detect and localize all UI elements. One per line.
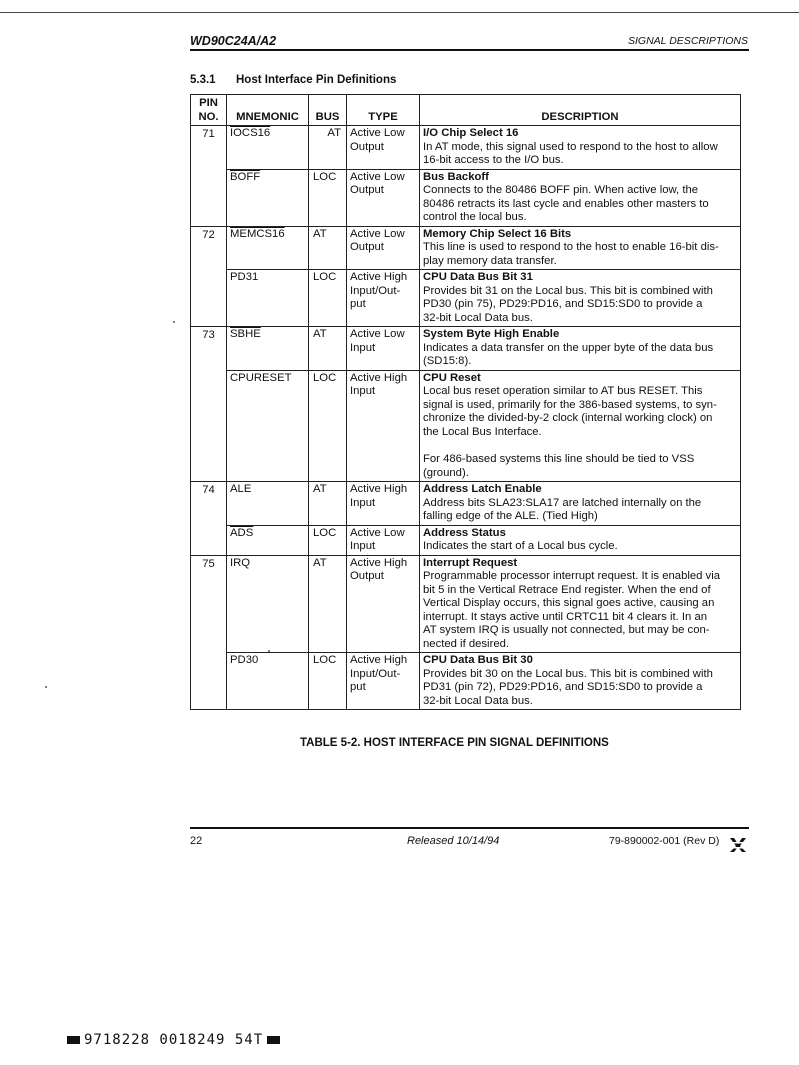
type-line: Active High [350, 371, 408, 384]
description-line: Indicates a data transfer on the upper byte of the data bus [423, 341, 714, 354]
description-line: Vertical Display occurs, this signal goes active, causing an [423, 597, 715, 609]
description-line: falling edge of the ALE. (Tied High) [423, 510, 598, 522]
description-line: Local bus reset operation similar to AT bus RESET. This [423, 385, 703, 397]
description-cell [420, 327, 741, 371]
description-cell [420, 653, 741, 710]
type-cell [347, 126, 420, 170]
bus-cell: LOC [309, 169, 347, 226]
mnemonic-cell [227, 126, 309, 170]
type-line: put [350, 298, 366, 310]
description-line: Indicates the start of a Local bus cycle. [423, 540, 618, 552]
signal-name: Address Latch Enable [423, 483, 542, 495]
scan-speck [268, 650, 270, 652]
pin-number: 71 [191, 126, 227, 227]
signal-name: System Byte High Enable [423, 328, 560, 340]
type-line: Active High [350, 271, 408, 283]
type-line: Active Low [350, 127, 405, 139]
type-line: Active High [350, 483, 408, 495]
signal-mnemonic: ALE [230, 483, 252, 495]
type-cell [347, 482, 420, 526]
section-number: 5.3.1 [190, 74, 216, 86]
description-line: Address bits SLA23:SLA17 are latched internally on the [423, 496, 702, 509]
description-line: 16-bit access to the I/O bus. [423, 154, 564, 166]
description-cell [420, 126, 741, 170]
type-line: Input [350, 341, 376, 354]
description-line: play memory data transfer. [423, 254, 557, 267]
document-number: 79-890002-001 (Rev D) [609, 835, 720, 847]
header-rule [190, 49, 749, 51]
table-row [191, 482, 741, 526]
type-line: Active Low [350, 170, 405, 183]
table-row [191, 525, 741, 555]
signal-mnemonic: PD30 [230, 654, 259, 666]
mnemonic-cell [227, 327, 309, 371]
description-line: 32-bit Local Data bus. [423, 311, 533, 324]
signal-name: CPU Data Bus Bit 31 [423, 271, 533, 283]
description-line: For 486-based systems this line should be tied to VSS [423, 453, 695, 465]
type-line: Active Low [350, 526, 405, 539]
barcode-block-right [267, 1036, 280, 1044]
mnemonic-cell [227, 226, 309, 270]
type-cell [347, 226, 420, 270]
description-line: the Local Bus Interface. [423, 425, 542, 438]
signal-name: Bus Backoff [423, 170, 489, 183]
description-line: Connects to the 80486 BOFF pin. When active low, the [423, 184, 699, 196]
barcode-text: 9718228 0018249 54T [84, 1032, 264, 1048]
description-line: 80486 retracts its last cycle and enables other masters to [423, 197, 709, 210]
type-cell [347, 327, 420, 371]
table-row [191, 226, 741, 270]
pin-number: 73 [191, 327, 227, 482]
signal-mnemonic: IRQ [230, 556, 251, 569]
mnemonic-cell [227, 270, 309, 327]
pin-number: 75 [191, 555, 227, 710]
description-line: chronize the divided-by-2 clock (internal working clock) on [423, 412, 713, 424]
type-column-header: TYPE [347, 95, 420, 126]
description-line: Provides bit 30 on the Local bus. This bit is combined with [423, 667, 713, 680]
bus-cell: AT [309, 126, 347, 170]
signal-name: CPU Data Bus Bit 30 [423, 654, 533, 666]
section-title: Host Interface Pin Definitions [236, 74, 397, 86]
type-line: put [350, 681, 366, 693]
signal-mnemonic: $\overline{ADS}$ [230, 526, 254, 539]
type-line: Active Low [350, 328, 405, 340]
table-row [191, 327, 741, 371]
type-line: Input/Out- [350, 667, 401, 680]
type-line: Active High [350, 654, 408, 666]
pin-definitions-table [190, 94, 741, 710]
description-line: 32-bit Local Data bus. [423, 694, 533, 707]
pin-column-header: PIN NO. [191, 95, 227, 126]
type-line: Active High [350, 556, 408, 569]
top-edge-line [0, 12, 799, 13]
type-cell [347, 270, 420, 327]
table-header-row [191, 95, 741, 126]
scan-speck [173, 321, 175, 323]
section-heading [190, 74, 396, 86]
table-caption: TABLE 5-2. HOST INTERFACE PIN SIGNAL DEFINITIONS [300, 737, 609, 749]
table-row [191, 126, 741, 170]
mnemonic-cell [227, 482, 309, 526]
mnemonic-column-header: MNEMONIC [227, 95, 309, 126]
type-line: Input [350, 496, 376, 509]
signal-name: Interrupt Request [423, 556, 518, 569]
description-line: PD31 (pin 72), PD29:PD16, and SD15:SD0 to provide a [423, 681, 703, 693]
description-line: bit 5 in the Vertical Retrace End register. When the end of [423, 583, 711, 596]
mnemonic-cell [227, 525, 309, 555]
description-cell [420, 482, 741, 526]
description-line: control the local bus. [423, 211, 527, 223]
mnemonic-cell [227, 169, 309, 226]
signal-mnemonic: SBHE [230, 328, 261, 340]
signal-mnemonic: BOFF [230, 170, 261, 183]
description-cell [420, 525, 741, 555]
description-cell [420, 555, 741, 653]
bus-cell: LOC [309, 370, 347, 482]
bus-cell: AT [309, 226, 347, 270]
description-line: Programmable processor interrupt request. It is enabled via [423, 570, 721, 582]
description-column-header: DESCRIPTION [420, 95, 741, 126]
description-line: interrupt. It stays active until CRTC11 bit 4 clears it. In an [423, 610, 708, 623]
chapter-title: SIGNAL DESCRIPTIONS [627, 35, 748, 47]
signal-mnemonic: MEMCS16 [230, 227, 285, 240]
signal-name: I/O Chip Select 16 [423, 127, 519, 139]
type-cell [347, 653, 420, 710]
type-line: Input/Out- [350, 284, 401, 297]
description-line: signal is used, primarily for the 386-based systems, to syn- [423, 398, 717, 411]
mnemonic-cell [227, 653, 309, 710]
bus-cell: AT [309, 482, 347, 526]
barcode-strip [63, 1032, 284, 1048]
description-line: In AT mode, this signal used to respond to the host to allow [423, 140, 718, 153]
company-logo-icon [728, 834, 748, 854]
description-cell [420, 370, 741, 482]
signal-name: Address Status [423, 526, 506, 539]
mnemonic-cell [227, 370, 309, 482]
type-line: Output [350, 140, 384, 153]
table-row [191, 169, 741, 226]
type-line: Input [350, 385, 376, 397]
table-row [191, 270, 741, 327]
table-row [191, 370, 741, 482]
description-cell [420, 226, 741, 270]
footer-rule [190, 827, 749, 829]
page-number: 22 [190, 835, 203, 847]
description-cell [420, 270, 741, 327]
type-line: Output [350, 241, 384, 253]
type-cell [347, 555, 420, 653]
bus-cell: AT [309, 555, 347, 653]
description-line: (SD15:8). [423, 355, 472, 367]
description-line: AT system IRQ is usually not connected, but may be con- [423, 624, 710, 636]
description-line: This line is used to respond to the host to enable 16-bit dis- [423, 241, 719, 253]
table-row [191, 653, 741, 710]
type-cell [347, 525, 420, 555]
bus-cell: LOC [309, 653, 347, 710]
signal-mnemonic: CPURESET [230, 371, 292, 384]
signal-mnemonic: IOCS16 [230, 127, 271, 139]
pin-number: 72 [191, 226, 227, 327]
description-line: (ground). [423, 466, 469, 479]
type-line: Output [350, 184, 384, 196]
bus-cell: LOC [309, 525, 347, 555]
pin-number: 74 [191, 482, 227, 556]
signal-name: CPU Reset [423, 371, 481, 384]
type-line: Output [350, 570, 384, 582]
description-line: nected if desired. [423, 637, 510, 650]
scan-speck [45, 686, 47, 688]
mnemonic-cell [227, 555, 309, 653]
type-line: Input [350, 540, 376, 552]
type-cell [347, 169, 420, 226]
bus-cell: LOC [309, 270, 347, 327]
type-cell [347, 370, 420, 482]
document-title: WD90C24A/A2 [190, 34, 277, 48]
description-line: Provides bit 31 on the Local bus. This bit is combined with [423, 284, 713, 297]
description-cell [420, 169, 741, 226]
description-line: PD30 (pin 75), PD29:PD16, and SD15:SD0 to provide a [423, 298, 703, 310]
table-row [191, 555, 741, 653]
signal-mnemonic: PD31 [230, 271, 259, 283]
type-line: Active Low [350, 227, 405, 240]
bus-column-header: BUS [309, 95, 347, 126]
release-date: Released 10/14/94 [407, 835, 500, 847]
bus-cell: AT [309, 327, 347, 371]
barcode-block-left [67, 1036, 80, 1044]
signal-name: Memory Chip Select 16 Bits [423, 227, 572, 240]
